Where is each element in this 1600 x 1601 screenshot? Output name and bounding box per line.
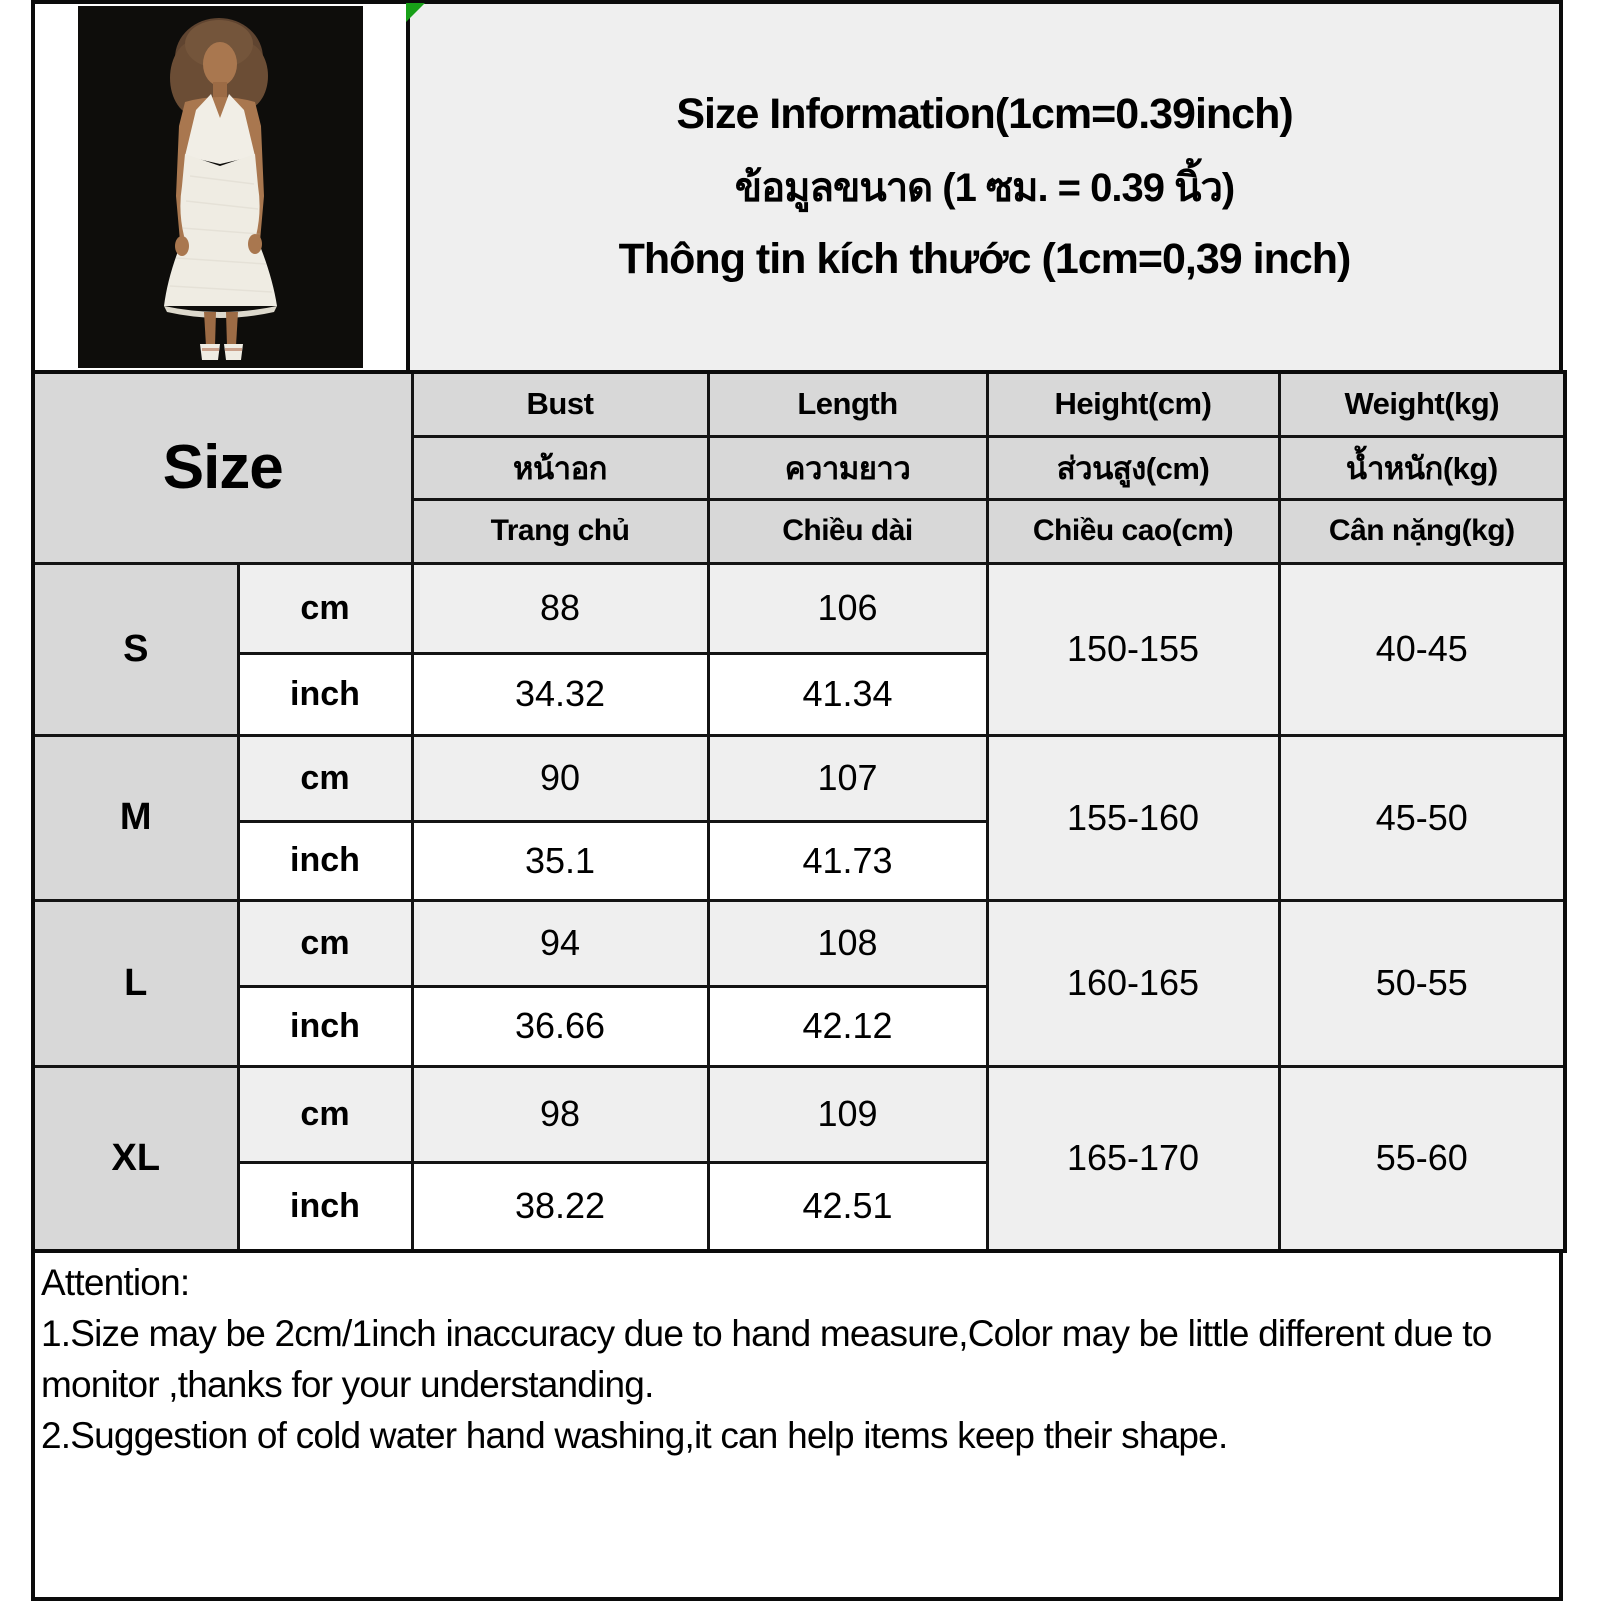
row-s-cm — [33, 563, 1565, 653]
col-header-bust-th: หน้าอก — [412, 436, 708, 499]
title-vietnamese: Thông tin kích thước (1cm=0,39 inch) — [618, 235, 1351, 283]
title-cell — [410, 0, 1563, 374]
m-height: 155-160 — [987, 735, 1279, 900]
unit-label-inch: inch — [238, 653, 412, 735]
m-length-cm: 107 — [708, 735, 987, 821]
l-bust-inch: 36.66 — [412, 986, 708, 1066]
attention-note-1: 1.Size may be 2cm/1inch inaccuracy due to hand measure,Color may be little different due to monitor ,thanks for your understanding. — [41, 1313, 1492, 1406]
size-label-s: S — [33, 563, 238, 735]
unit-label-cm: cm — [238, 735, 412, 821]
l-weight: 50-55 — [1279, 900, 1565, 1066]
col-header-bust-vi: Trang chủ — [412, 499, 708, 563]
green-corner-flag-icon — [406, 3, 425, 22]
unit-label-cm: cm — [238, 900, 412, 986]
size-label-m: M — [33, 735, 238, 900]
l-length-cm: 108 — [708, 900, 987, 986]
l-length-inch: 42.12 — [708, 986, 987, 1066]
attention-box — [31, 1249, 1563, 1601]
attention-heading: Attention: — [41, 1262, 190, 1303]
header-row-english — [33, 372, 1565, 436]
size-label-xl: XL — [33, 1066, 238, 1251]
m-length-inch: 41.73 — [708, 821, 987, 900]
size-label-l: L — [33, 900, 238, 1066]
s-bust-cm: 88 — [412, 563, 708, 653]
size-chart-sheet — [31, 0, 1563, 1601]
s-length-inch: 41.34 — [708, 653, 987, 735]
unit-label-inch: inch — [238, 1162, 412, 1251]
xl-height: 165-170 — [987, 1066, 1279, 1251]
xl-length-cm: 109 — [708, 1066, 987, 1162]
l-bust-cm: 94 — [412, 900, 708, 986]
m-bust-cm: 90 — [412, 735, 708, 821]
col-header-weight-th: น้ำหนัก(kg) — [1279, 436, 1565, 499]
s-length-cm: 106 — [708, 563, 987, 653]
title-thai: ข้อมูลขนาด (1 ซม. = 0.39 นิ้ว) — [734, 166, 1235, 210]
col-header-length-en: Length — [708, 372, 987, 436]
size-header-cell: Size — [33, 372, 412, 563]
col-header-weight-vi: Cân nặng(kg) — [1279, 499, 1565, 563]
product-photo-cell — [31, 0, 410, 374]
title-english: Size Information(1cm=0.39inch) — [676, 90, 1293, 138]
xl-weight: 55-60 — [1279, 1066, 1565, 1251]
s-bust-inch: 34.32 — [412, 653, 708, 735]
unit-label-cm: cm — [238, 563, 412, 653]
col-header-weight-en: Weight(kg) — [1279, 372, 1565, 436]
l-height: 160-165 — [987, 900, 1279, 1066]
col-header-length-th: ความยาว — [708, 436, 987, 499]
product-photo — [78, 6, 363, 368]
s-weight: 40-45 — [1279, 563, 1565, 735]
s-height: 150-155 — [987, 563, 1279, 735]
m-weight: 45-50 — [1279, 735, 1565, 900]
unit-label-inch: inch — [238, 821, 412, 900]
m-bust-inch: 35.1 — [412, 821, 708, 900]
size-table — [31, 370, 1567, 1253]
top-row — [31, 0, 1563, 374]
unit-label-inch: inch — [238, 986, 412, 1066]
xl-bust-cm: 98 — [412, 1066, 708, 1162]
col-header-height-th: ส่วนสูง(cm) — [987, 436, 1279, 499]
xl-length-inch: 42.51 — [708, 1162, 987, 1251]
col-header-bust-en: Bust — [412, 372, 708, 436]
xl-bust-inch: 38.22 — [412, 1162, 708, 1251]
attention-note-2: 2.Suggestion of cold water hand washing,it can help items keep their shape. — [41, 1415, 1228, 1457]
row-xl-cm — [33, 1066, 1565, 1162]
row-m-cm — [33, 735, 1565, 821]
col-header-height-en: Height(cm) — [987, 372, 1279, 436]
row-l-cm — [33, 900, 1565, 986]
col-header-length-vi: Chiều dài — [708, 499, 987, 563]
unit-label-cm: cm — [238, 1066, 412, 1162]
col-header-height-vi: Chiều cao(cm) — [987, 499, 1279, 563]
